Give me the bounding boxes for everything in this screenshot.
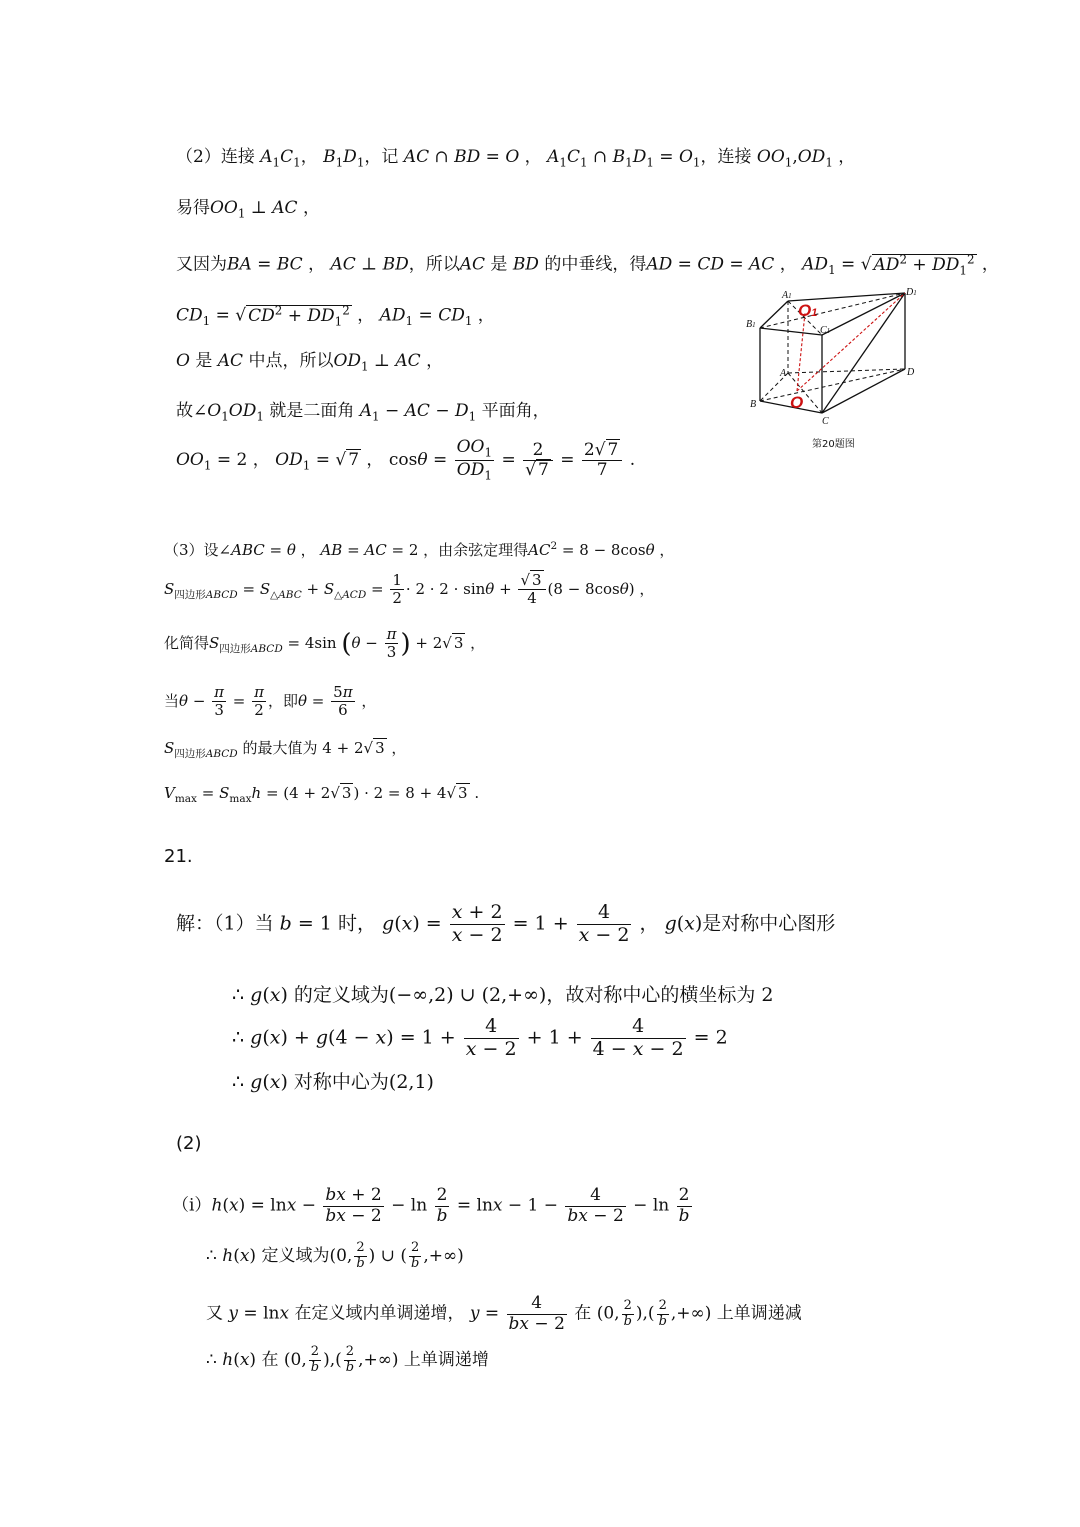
svg-text:O: O — [790, 393, 804, 412]
p3-line-3: 化简得$S_{四边形ABCD} = 4\sin$ (θ − $\frac{\pi}{3}$ ) + 2√ 3 ， — [164, 625, 486, 662]
svg-text:A1: A1 — [782, 290, 792, 301]
svg-text:C: C — [822, 416, 829, 427]
part-2-label: (2) — [176, 1133, 202, 1154]
q21-line-2: ∴ g(x) 的定义域为(−∞,2) ∪ (2,+∞)，故对称中心的横坐标为 2 — [232, 984, 774, 1006]
p3-line-5: $S_{四边形ABCD}$ 的最大值为 4 + 2√ 3 ， — [164, 739, 407, 760]
prism-diagram — [740, 283, 930, 453]
p3-line-6: $V_{max} = S_{max}h = (4 + 2√$ 3 ) · 2 = 8 + 4√ 3 . — [164, 784, 480, 805]
svg-text:B1: B1 — [746, 319, 756, 330]
p3-line-2: $S_{四边形ABCD} = S_{\triangle ABC} + S_{\triangle ACD}$ = $\frac{1}{2}$ · 2 · 2 · sinθ + $\frac{√ 3}{4}$ (8 − 8cosθ) ， — [164, 571, 655, 608]
q21-part-i-line-3: 又 y = lnx 在定义域内单调递增， y = $\frac{4}{bx - 2}$ 在 (0, $\frac{2}{b}$ ),( $\frac{2}{b}$ ,+∞) 上单调递减 — [206, 1293, 802, 1334]
svg-text:C1: C1 — [820, 325, 831, 336]
q21-part-i-line-4: ∴ h(x) 在 (0, $\frac{2}{b}$ ),( $\frac{2}{b}$ ,+∞) 上单调递增 — [206, 1344, 489, 1375]
p3-line-1: （3）设∠ABC = θ ， AB = AC = 2 ，由余弦定理得$AC^2 = 8 - 8\cos\theta$ ， — [164, 540, 675, 559]
svg-text:D: D — [907, 367, 915, 378]
q21-line-1: 解：（1）当 b = 1 时， g(x) = $\frac{x + 2}{x - 2}$ = 1 + $\frac{4}{x - 2}$ ， g(x)是对称中心图形 — [176, 901, 836, 946]
svg-text:B: B — [750, 399, 757, 410]
p3-line-4: 当θ − $\frac{\pi}{3}$ = $\frac{\pi}{2}$ ，即θ = $\frac{5\pi}{6}$ ， — [164, 683, 377, 720]
figure-caption: 第20题图 — [812, 439, 855, 450]
q21-part-i-line-2: ∴ h(x) 定义域为(0, $\frac{2}{b}$ ) ∪ ( $\frac{2}{b}$ ,+∞) — [206, 1240, 464, 1271]
p2-line-5: O 是 AC 中点，所以$OD_1$ ⊥ AC ， — [176, 351, 444, 374]
prism-figure — [740, 283, 930, 453]
p2-line-1: （2）连接 $A_1C_1$， $B_1D_1$，记 AC ∩ BD = O ， $A_1C_1$ ∩ $B_1D_1 = O_1$，连接 $OO_1,OD_1$ ， — [176, 147, 856, 170]
p2-line-2: 易得$OO_1$ ⊥ AC ， — [176, 198, 320, 221]
question-number: 21. — [164, 846, 193, 867]
q21-line-3: ∴ g(x) + g(4 − x) = 1 + $\frac{4}{x - 2}$ + 1 + $\frac{4}{4 - x - 2}$ = 2 — [232, 1015, 728, 1060]
p2-line-7: $OO_1 = 2$ ， $OD_1$ = √ 7 ， cosθ = $\frac{OO_1}{OD_1}$ = $\frac{2}{√ 7}$ = $\frac{2√ 7}{7}$ . — [176, 437, 636, 483]
p2-line-6: 故$\angle O_1OD_1$ 就是二面角 $A_1$ − AC − $D_1$ 平面角， — [176, 401, 550, 424]
q21-line-4: ∴ g(x) 对称中心为(2,1) — [232, 1071, 434, 1093]
svg-text:D1: D1 — [906, 287, 917, 298]
svg-text:O1: O1 — [798, 301, 818, 320]
p2-line-3: 又因为BA = BC ， AC ⊥ BD，所以AC 是 BD 的中垂线，得AD = CD = AC ， $AD_1$ = √ $AD^2 + DD_1^2$ ， — [176, 252, 999, 278]
p2-line-4: $CD_1$ = √ $CD^2 + DD_1^2$ ， $AD_1 = CD_1$ ， — [176, 303, 495, 329]
svg-text:A: A — [780, 368, 787, 379]
q21-part-i-line-1: （i）h(x) = lnx − $\frac{bx + 2}{bx - 2}$ − ln $\frac{2}{b}$ = lnx − 1 − $\frac{4}{bx - 2}$ − ln $\frac{2}{b}$ — [172, 1185, 690, 1226]
